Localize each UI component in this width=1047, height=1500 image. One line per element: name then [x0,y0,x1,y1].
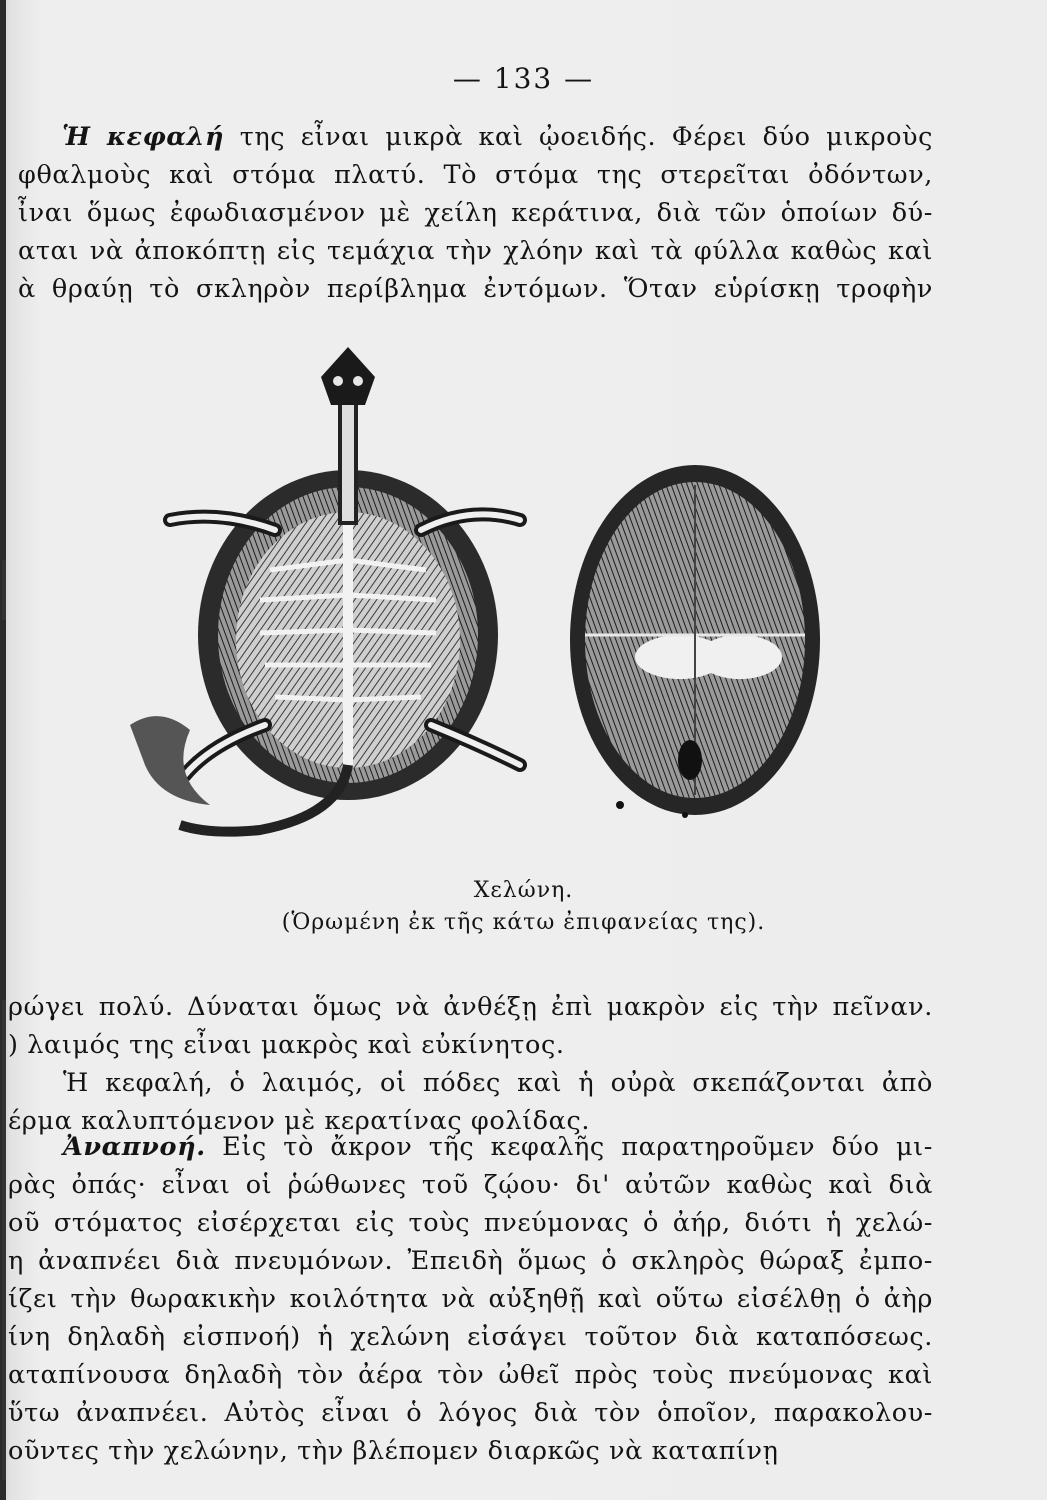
text-line: ρώγει πολύ. Δύναται ὅμως νὰ ἀνθέξῃ ἐπὶ μακρὸν εἰς τὴν πεῖναν. [8,992,933,1022]
text-line: έρμα καλυπτόμενον μὲ κερατίνας φολίδας. [8,1106,591,1136]
figure-caption-subtitle: (Ὁρωμένη ἐκ τῆς κάτω ἐπιφανείας της). [281,910,766,935]
text-span: της εἶναι μικρὰ καὶ ᾠοειδής. Φέρει δύο μικροὺς [224,122,934,152]
text-line: ὕτω ἀναπνέει. Αὐτὸς εἶναι ὁ λόγος διὰ τὸν ὁποῖον, παρακολου- [8,1398,933,1428]
paragraph-food [8,988,933,1064]
turtle-shell [570,465,820,815]
margin-mark [2,560,6,620]
text-line: ὰ θραύῃ τὸ σκληρὸν περίβλημα ἐντόμων. Ὅταν εὑρίσκῃ τροφὴν [18,274,933,304]
text-line: ρὰς ὀπάς· εἶναι οἱ ῥώθωνες τοῦ ζῴου· δι' αὐτῶν καθὼς καὶ διὰ [8,1170,933,1200]
text-line: ίνη δηλαδὴ εἰσπνοή) ἡ χελώνη εἰσάγει τοῦτον διὰ καταπόσεως. [8,1322,933,1352]
text-line: φθαλμοὺς καὶ στόμα πλατύ. Τὸ στόμα της στερεῖται ὀδόντων, [18,160,933,190]
page-number: — 133 — [452,62,595,95]
paragraph-head [18,118,933,308]
text-line: ίζει τὴν θωρακικὴν κοιλότητα νὰ αὐξηθῇ καὶ οὕτω εἰσέλθῃ ὁ ἀὴρ [8,1284,933,1314]
text-line [8,1128,933,1166]
paragraph-breathing [8,1128,933,1470]
figure-caption-title: Χελώνη. [473,878,574,903]
text-line: η ἀναπνέει διὰ πνευμόνων. Ἐπειδὴ ὅμως ὁ σκληρὸς θώραξ ἐμπο- [8,1246,933,1276]
text-line [18,118,933,156]
text-line: αται νὰ ἀποκόπτῃ εἰς τεμάχια τὴν χλόην καὶ τὰ φύλλα καθὼς καὶ [18,236,933,266]
text-line: οῦ στόματος εἰσέρχεται εἰς τοὺς πνεύμονας ὁ ἀήρ, διότι ἡ χελώ- [8,1208,933,1238]
text-line: αταπίνουσα δηλαδὴ τὸν ἀέρα τὸν ὠθεῖ πρὸς τοὺς πνεύμονας καὶ [8,1360,933,1390]
text-line: ἶναι ὅμως ἐφωδιασμένον μὲ χείλη κεράτινα, διὰ τῶν ὁποίων δύ- [18,198,933,228]
turtle-figure [100,335,960,860]
turtle-underside-skeleton [130,347,520,832]
lead-term: Ἡ κεφαλή [62,122,225,152]
text-line: Ἡ κεφαλή, ὁ λαιμός, οἱ πόδες καὶ ἡ οὐρὰ σκεπάζονται ἀπὸ [63,1068,933,1098]
margin-mark [2,1000,6,1480]
figure-dot-mark [616,801,624,809]
text-line: ) λαιμός της εἶναι μακρὸς καὶ εὐκίνητος. [8,1030,565,1060]
figure-dot-mark [682,812,688,818]
text-line: οῦντες τὴν χελώνην, τὴν βλέπομεν διαρκῶς νὰ καταπίνῃ [8,1436,779,1466]
turtle-illustration [100,335,960,860]
text-span: Εἰς τὸ ἄκρον τῆς κεφαλῆς παρατηροῦμεν δύο μι- [205,1132,933,1162]
lead-term: Ἀναπνοή. [63,1132,206,1162]
